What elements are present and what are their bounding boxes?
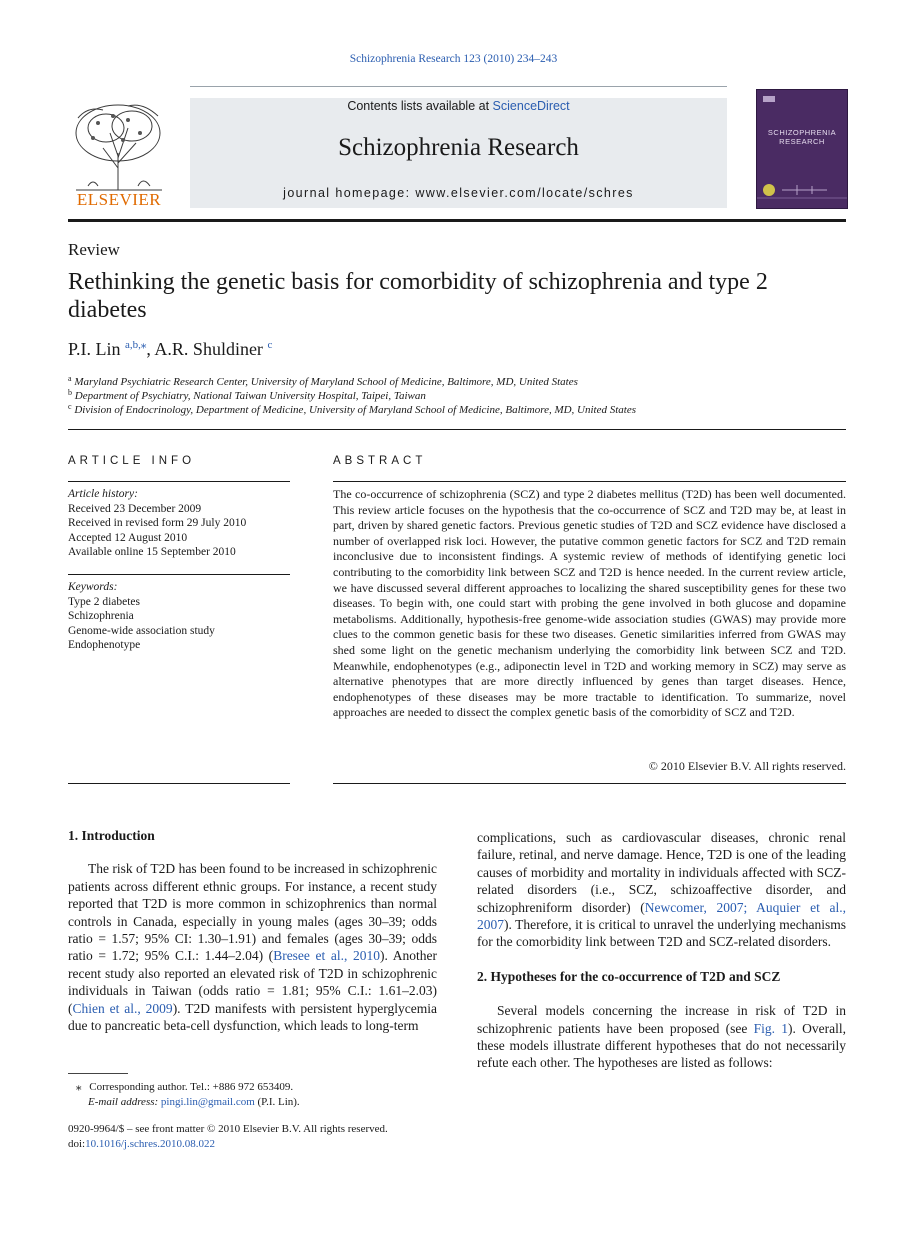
masthead: [68, 86, 846, 222]
paragraph-text: ). Therefore, it is critical to unravel the underlying mechanisms for the comorbidity link between T2D and SCZ-related disorders.: [477, 917, 846, 950]
history-item: Available online 15 September 2010: [68, 546, 236, 558]
paragraph-text: ). Overall, these models illustrate different hypotheses that do not necessarily refute each other. The hypotheses are listed as follows:: [477, 1020, 847, 1071]
body-paragraph: [68, 860, 437, 1034]
issn-line: 0920-9964/$ – see front matter © 2010 Elsevier B.V. All rights reserved.: [68, 1123, 388, 1135]
divider: [333, 481, 846, 482]
abstract-text: The co-occurrence of schizophrenia (SCZ) and type 2 diabetes mellitus (T2D) has been well documented. This review article focuses on the hypothesis that the co-occurrence of SCZ and T2D may be, at least in part, driven by shared genetic factors. Previous genetic studies of T2D and SCZ evidence have disclosed a number of overlapped risk loci. However, the putative common genetic factors for SCZ and T2D remain inconclusive due to inconsistent findings. A systemic review of methods of identifying genetic loci contributing to the comorbidity link between SCZ and T2D is hence needed. In the current review article, we have discussed several different approaches to localizing the shared susceptibility genes for these two diseases. To begin with, one could start with probing the gene involved in both glucose and dopamine metabolisms. Additionally, hypothesis-free genome-wide association studies (GWAS) may provide more clues to the common genetic basis for these two diseases. Genetic similarities inferred from GWAS may shed some light on the genetic mechanism underlying the comorbidity link between SCZ and T2D. Meanwhile, endophenotypes (e.g., adiponectin level in T2D and working memory in SCZ) may serve as alternative phenotypes that are more directly influenced by genes than target diseases. Hence, endophenotypes of these diseases may be more tractable to identification. To summarize, novel approaches are needed to dissect the complex genetic basis of the comorbidity of SCZ and T2D.: [333, 487, 846, 720]
header-rule: [68, 219, 846, 222]
abstract-copyright: © 2010 Elsevier B.V. All rights reserved.: [648, 759, 846, 773]
divider: [68, 574, 290, 575]
doi-link[interactable]: 10.1016/j.schres.2010.08.022: [85, 1137, 215, 1150]
contents-prefix: Contents lists available at: [347, 99, 490, 113]
elsevier-wordmark: ELSEVIER: [76, 190, 162, 209]
journal-cover-image: [756, 89, 848, 209]
article-info-heading: ARTICLE INFO: [68, 455, 196, 467]
contents-line: [190, 99, 727, 113]
article-history: [68, 487, 290, 560]
reference-link[interactable]: Bresee et al., 2010: [273, 948, 381, 964]
history-item: Accepted 12 August 2010: [68, 531, 188, 544]
affiliation-text: Maryland Psychiatric Research Center, University of Maryland School of Medicine, Baltimore, MD, United States: [74, 376, 578, 388]
body-left-column: [68, 827, 437, 1034]
author-name: P.I. Lin: [68, 339, 121, 359]
divider: [68, 481, 290, 482]
divider: [333, 783, 846, 784]
keyword: Type 2 diabetes: [68, 595, 141, 608]
author-affiliation-link[interactable]: c: [267, 339, 273, 351]
affiliation-mark: c: [68, 402, 72, 411]
keywords: [68, 580, 290, 653]
affiliation-text: Division of Endocrinology, Department of Medicine, University of Maryland School of Medicine, Baltimore, MD, United States: [74, 404, 637, 416]
paragraph-text: ). Another recent study also reported an elevated risk of T2D in schizophrenic individuals in Taiwan (odds ratio = 1.81; 95% C.I.: 1.61–2.03) (: [68, 948, 437, 1016]
doi-label: doi:: [68, 1137, 86, 1150]
paragraph-text: complications, such as cardiovascular diseases, chronic renal failure, retinal, and nerve damage. Hence, T2D is one of the leading causes of morbidity and mortality in individuals affected with SCZ-related disorders (i.e., SCZ, schizoaffective disorder, and schizophreniform disorder) (: [477, 830, 846, 915]
history-item: Received 23 December 2009: [68, 502, 202, 515]
affiliation: [68, 400, 846, 417]
author-list: [68, 338, 272, 360]
body-paragraph: [477, 829, 846, 951]
affiliation-mark: a: [68, 374, 72, 383]
paragraph-text: ). T2D manifests with persistent hyperglycemia due to pancreatic beta-cell dysfunction, which leads to long-term: [68, 1000, 438, 1034]
cover-art: [757, 90, 847, 208]
body-paragraph: [477, 1002, 846, 1072]
keyword: Schizophrenia: [68, 610, 134, 622]
corresponding-footnote: [76, 1080, 456, 1109]
footnote-rule: [68, 1073, 128, 1074]
corresponding-author: Corresponding author. Tel.: +886 972 653409.: [89, 1081, 294, 1093]
body-right-column: [477, 829, 846, 1072]
keywords-label: Keywords:: [68, 581, 118, 593]
keyword: Genome-wide association study: [68, 624, 215, 637]
reference-link[interactable]: Chien et al., 2009: [72, 1000, 173, 1016]
figure-link[interactable]: Fig. 1: [753, 1020, 789, 1036]
divider: [68, 429, 846, 430]
publication-info: [68, 1122, 468, 1151]
abstract-heading: ABSTRACT: [333, 455, 427, 467]
divider: [68, 783, 290, 784]
email-link[interactable]: pingi.lin@gmail.com: [160, 1095, 255, 1108]
affiliation-mark: b: [68, 388, 72, 397]
sciencedirect-link[interactable]: ScienceDirect: [492, 99, 570, 113]
article-title: Rethinking the genetic basis for comorbidity of schizophrenia and type 2 diabetes: [68, 269, 768, 323]
journal-banner: [190, 98, 727, 208]
journal-homepage[interactable]: journal homepage: www.elsevier.com/locate/schres: [283, 186, 634, 200]
author-separator: ,: [146, 339, 155, 359]
keyword: Endophenotype: [68, 639, 141, 651]
banner-top-rule: [190, 86, 727, 87]
email-label: E-mail address:: [88, 1095, 159, 1108]
paragraph-text: Several models concerning the increase in risk of T2D in schizophrenic patients have been proposed (see: [477, 1003, 846, 1036]
affiliation-text: Department of Psychiatry, National Taiwan University Hospital, Taipei, Taiwan: [74, 390, 426, 402]
author-affiliation-link[interactable]: a,b,⁎: [125, 339, 147, 351]
section-heading: 2. Hypotheses for the co-occurrence of T2D and SCZ: [477, 968, 781, 984]
article-type: Review: [68, 240, 120, 259]
reference-link[interactable]: Newcomer, 2007; Auquier et al., 2007: [477, 899, 846, 933]
journal-name: Schizophrenia Research: [338, 134, 579, 161]
email-suffix: (P.I. Lin).: [254, 1095, 300, 1108]
history-item: Received in revised form 29 July 2010: [68, 517, 247, 529]
author-name: A.R. Shuldiner: [154, 339, 263, 359]
paragraph-text: The risk of T2D has been found to be increased in schizophrenic patients across different ethnic groups. For instance, a recent study reported that T2D is more common in schizophrenics than normal controls in Canada, especially in young males (ages 30–39; odds ratio = 1.57; 95% CI: 1.30–1.91) and females (ages 30–39; odds ratio = 1.72; 95% C.I.: 1.44–2.04) (: [68, 861, 437, 964]
footnote-mark: ⁎: [76, 1081, 82, 1093]
history-label: Article history:: [68, 488, 138, 500]
journal-citation[interactable]: Schizophrenia Research 123 (2010) 234–243: [349, 53, 558, 65]
section-heading: 1. Introduction: [68, 828, 155, 843]
cover-title: SCHIZOPHRENIA RESEARCH: [767, 128, 837, 146]
